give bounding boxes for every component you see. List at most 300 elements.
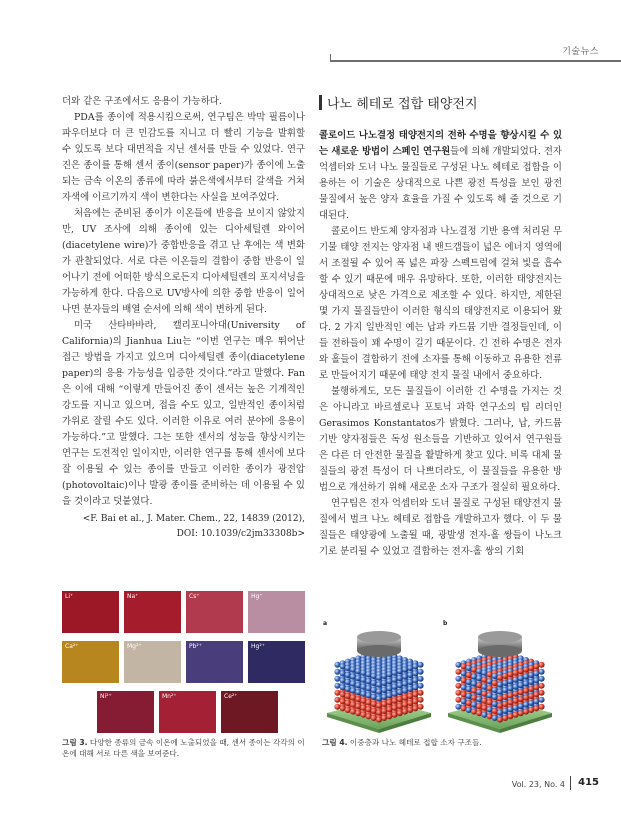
nanoparticle: [471, 688, 477, 694]
nanoparticle: [376, 717, 382, 723]
nanoparticle: [539, 683, 545, 689]
nanoparticle: [376, 682, 382, 688]
nanoparticle: [461, 677, 467, 683]
nanoparticle: [492, 680, 498, 686]
nanoparticle: [345, 679, 351, 685]
nanoparticle: [381, 701, 387, 707]
nanoparticle: [366, 706, 372, 712]
nanoparticle: [539, 690, 545, 696]
nanoparticle: [355, 675, 361, 681]
nanoparticle: [376, 710, 382, 716]
nanoparticle: [366, 692, 372, 698]
nanoparticle: [381, 715, 387, 721]
nanoparticle: [455, 697, 461, 703]
nanoparticle: [523, 702, 529, 708]
nanoparticle: [502, 680, 508, 686]
nanoparticle: [518, 710, 524, 716]
nanoparticle: [539, 704, 545, 710]
nanoparticle: [371, 701, 377, 707]
nanoparticle: [340, 698, 346, 704]
nanoparticle: [523, 695, 529, 701]
nanoparticle: [497, 675, 503, 681]
figure-3-caption: [62, 737, 310, 759]
section-title: [319, 93, 562, 112]
nanoparticle: [371, 708, 377, 714]
nanoparticle: [481, 670, 487, 676]
lead-tail-text: 들에 의해 개발되었다. 전자 억셉터와 도너 나노 물질들로 구성된 나노 헤테로 접합을 이용하는 이 기술은 상대적으로 나쁜 광전 특성을 보인 광전 물질에서 높은 양자 효율을 가질 수 있도록 해 줄 것으로 기대된다.: [319, 146, 562, 221]
nanoparticle: [513, 705, 519, 711]
nanoparticle: [487, 706, 493, 712]
header-section-label: 기술뉴스: [562, 47, 599, 57]
nanoparticle: [371, 715, 377, 721]
nanoparticle: [471, 681, 477, 687]
nanoparticle: [402, 667, 408, 673]
nanoparticle: [518, 696, 524, 702]
nanoparticle: [386, 671, 392, 677]
nanoparticle: [334, 690, 340, 696]
ion-swatch-label: Li⁺: [65, 593, 74, 600]
figure-4-panel-a: [327, 631, 431, 733]
nanoparticle: [360, 691, 366, 697]
nanoparticle: [461, 691, 467, 697]
nanoparticle: [513, 712, 519, 718]
nanoparticle: [528, 693, 534, 699]
nanoparticle: [402, 709, 408, 715]
nanoparticle: [418, 683, 424, 689]
nanoparticle: [528, 665, 534, 671]
right-paragraph-1: 콜로이드 반도체 양자점과 나노결정 기반 용액 처리된 무기물 태양 전지는 양자점 내 밴드갭들이 넓은 에너지 영역에서 조절될 수 있어 폭 넓은 파장 스펙트럼에 걸쳐 빛을 흡수할 수 있기 때문에 매우 유망하다. 또한, 이러한 태양전지는 상대적으로 낮은 가격으로 제조할 수 있다. 하지만, 제한된 몇 가지 물질들만이 이러한 형식의 태양전지로 이용되어 왔다. 2 가지 일반적인 예는 납과 카드뮴 기반 결정들인데, 이들 전하들이 꽤 수명이 길기 때문이다. 긴 전하 수명은 전자와 홀들이 결합하기 전에 소자를 통해 이동하고 유용한 전류로 만들어지기 때문에 태양 전지 물질 내에서 중요하다.: [319, 226, 562, 381]
ion-swatch: [221, 691, 278, 733]
nanoparticle: [502, 694, 508, 700]
nanoparticle: [402, 681, 408, 687]
nanoparticle: [518, 689, 524, 695]
nanoparticle: [340, 677, 346, 683]
reference-line-1: <F. Bai et al., J. Mater. Chem., 22, 14839 (2012),: [82, 514, 305, 524]
nanoparticle: [366, 678, 372, 684]
nanoparticle: [492, 673, 498, 679]
nanoparticle: [392, 698, 398, 704]
nanoparticle: [397, 710, 403, 716]
nanoparticle: [476, 710, 482, 716]
nanoparticle: [507, 678, 513, 684]
nanoparticle: [386, 692, 392, 698]
nanoparticle: [350, 674, 356, 680]
nanoparticle: [345, 693, 351, 699]
figure-4-device-illustration: [319, 617, 562, 735]
nanoparticle: [487, 678, 493, 684]
nanoparticle: [392, 691, 398, 697]
nanoparticle: [518, 668, 524, 674]
ion-swatch: [62, 591, 119, 633]
ion-swatch-label: Mn²⁺: [162, 693, 177, 700]
nanoparticle: [513, 677, 519, 683]
nanoparticle: [539, 676, 545, 682]
nanoparticle: [533, 663, 539, 669]
nanoparticle: [466, 665, 472, 671]
nanoparticle: [492, 694, 498, 700]
nanoparticle: [502, 708, 508, 714]
nanoparticle: [376, 703, 382, 709]
nanoparticle: [407, 665, 413, 671]
ion-swatch-label: Ce²⁺: [224, 693, 238, 700]
nanoparticle: [523, 688, 529, 694]
nanoparticle: [402, 674, 408, 680]
nanoparticle: [392, 684, 398, 690]
nanoparticle: [386, 713, 392, 719]
nanoparticle: [533, 684, 539, 690]
nanoparticle: [397, 703, 403, 709]
nanoparticle: [502, 673, 508, 679]
nanoparticle: [355, 668, 361, 674]
figure-3-swatches: [62, 591, 312, 734]
figure-4-panel-a-label: a: [323, 620, 328, 627]
nanoparticle: [350, 667, 356, 673]
nanoparticle: [507, 671, 513, 677]
nanoparticle: [340, 691, 346, 697]
nanoparticle: [476, 682, 482, 688]
metal-contact-top: [478, 631, 522, 643]
nanoparticle: [476, 696, 482, 702]
nanoparticle: [360, 670, 366, 676]
header-rule-tick: [330, 54, 331, 62]
nanoparticle: [334, 704, 340, 710]
nanoparticle: [507, 692, 513, 698]
nanoparticle: [533, 677, 539, 683]
nanoparticle: [397, 696, 403, 702]
nanoparticle: [492, 715, 498, 721]
nanoparticle: [528, 679, 534, 685]
left-column: [62, 94, 305, 542]
nanoparticle: [334, 676, 340, 682]
nanoparticle: [476, 668, 482, 674]
nanoparticle: [412, 677, 418, 683]
nanoparticle: [461, 705, 467, 711]
reference-line-2: DOI: 10.1039/c2jm33308b>: [176, 529, 305, 539]
nanoparticle: [350, 702, 356, 708]
nanoparticle: [507, 699, 513, 705]
ion-swatch-label: Hg⁺: [251, 593, 263, 600]
nanoparticle: [376, 689, 382, 695]
nanoparticle: [461, 684, 467, 690]
nanoparticle: [513, 691, 519, 697]
nanoparticle: [371, 687, 377, 693]
nanoparticle: [476, 675, 482, 681]
ion-swatch-label: Cs⁺: [189, 593, 200, 600]
nanoparticle: [397, 675, 403, 681]
nanoparticle: [355, 682, 361, 688]
nanoparticle: [497, 682, 503, 688]
nanoparticle: [528, 686, 534, 692]
nanoparticle: [523, 674, 529, 680]
ion-swatch: [159, 691, 216, 733]
figure-3-caption-label: 그림 3.: [62, 738, 88, 747]
footer-divider: [570, 776, 571, 790]
nanoparticle: [539, 697, 545, 703]
nanoparticle: [518, 703, 524, 709]
ion-swatch: [248, 641, 305, 683]
nanoparticle: [381, 708, 387, 714]
nanoparticle: [455, 683, 461, 689]
nanoparticle: [471, 667, 477, 673]
nanoparticle: [340, 670, 346, 676]
nanoparticle: [340, 705, 346, 711]
nanoparticle: [402, 688, 408, 694]
nanoparticle: [366, 713, 372, 719]
nanoparticle: [487, 671, 493, 677]
figure-4-caption-label: 그림 4.: [322, 738, 348, 747]
nanoparticle: [412, 684, 418, 690]
ion-swatch-label: Mg²⁺: [127, 643, 142, 650]
nanoparticle: [371, 673, 377, 679]
nanoparticle: [360, 677, 366, 683]
nanoparticle: [418, 697, 424, 703]
nanoparticle: [392, 712, 398, 718]
nanoparticle: [497, 710, 503, 716]
nanoparticle: [407, 693, 413, 699]
nanoparticle: [497, 689, 503, 695]
nanoparticle: [418, 676, 424, 682]
nanoparticle: [471, 695, 477, 701]
nanoparticle: [386, 699, 392, 705]
nanoparticle: [360, 698, 366, 704]
nanoparticle: [466, 693, 472, 699]
figure-4-caption-text: 이중층과 나노 헤테로 접합 소자 구조들.: [347, 738, 482, 747]
nanoparticle: [471, 702, 477, 708]
nanoparticle: [461, 670, 467, 676]
nanoparticle: [366, 685, 372, 691]
right-paragraph-3: 연구팀은 전자 억셉터와 도너 물질로 구성된 태양전지 물질에서 벌크 나노 헤테로 접합을 개발하고자 했다. 이 두 물질들은 태양광에 노출될 때, 광발생 전자-홀 쌍들이 나노크기로 분리될 수 있었고 결합하는 전자-홀 쌍의 기회: [319, 498, 562, 557]
nanoparticle: [334, 669, 340, 675]
figure-3-caption-text: 다양한 종류의 금속 이온에 노출되었을 때, 센서 종이는 각각의 이온에 대해 서로 다른 색을 보여준다.: [62, 738, 305, 758]
nanoparticle: [381, 687, 387, 693]
right-lead-paragraph: [319, 128, 562, 224]
nanoparticle: [418, 669, 424, 675]
nanoparticle: [418, 704, 424, 710]
nanoparticle: [366, 671, 372, 677]
lead-text: 콜로이드 나노결정 태양전지의 전하 수명을 향상시킬 수 있는 새로운 방법이 스페인 연구원: [319, 130, 562, 157]
figure-4-panel-b: [448, 631, 552, 733]
nanoparticle: [466, 679, 472, 685]
nanoparticle: [471, 709, 477, 715]
ion-swatch: [97, 691, 154, 733]
footer-volume: Vol. 23, No. 4: [511, 780, 565, 789]
nanoparticle: [392, 705, 398, 711]
nanoparticle: [523, 709, 529, 715]
nanoparticle: [340, 684, 346, 690]
nanoparticle: [355, 703, 361, 709]
nanoparticle: [528, 672, 534, 678]
nanoparticle: [539, 662, 545, 668]
nanoparticle: [461, 663, 467, 669]
nanoparticle: [455, 669, 461, 675]
nanoparticle: [533, 698, 539, 704]
section-title-bar: [319, 95, 322, 110]
nanoparticle: [497, 696, 503, 702]
nanoparticle: [476, 703, 482, 709]
nanoparticle: [481, 691, 487, 697]
ion-swatch: [186, 591, 243, 633]
nanoparticle: [528, 700, 534, 706]
nanoparticle: [386, 678, 392, 684]
nanoparticle: [371, 680, 377, 686]
nanoparticle: [513, 670, 519, 676]
nanoparticle: [518, 682, 524, 688]
nanoparticle: [334, 662, 340, 668]
nanoparticle: [533, 670, 539, 676]
nanoparticle: [461, 698, 467, 704]
nanoparticle: [345, 665, 351, 671]
metal-contact-top: [357, 631, 401, 643]
ion-swatch: [124, 641, 181, 683]
ion-swatch: [62, 641, 119, 683]
nanoparticle: [418, 662, 424, 668]
nanoparticle: [340, 663, 346, 669]
nanoparticle: [381, 680, 387, 686]
ion-swatch: [248, 591, 305, 633]
nanoparticle: [397, 689, 403, 695]
nanoparticle: [366, 699, 372, 705]
nanoparticle: [345, 707, 351, 713]
section-title-text: 나노 헤테로 접합 태양전지: [327, 97, 478, 112]
footer-page-number: 415: [578, 777, 599, 788]
nanoparticle: [497, 703, 503, 709]
nanoparticle: [487, 713, 493, 719]
nanoparticle: [455, 662, 461, 668]
nanoparticle: [418, 690, 424, 696]
ion-swatch-label: Na⁺: [127, 593, 139, 600]
nanoparticle: [523, 667, 529, 673]
nanoparticle: [407, 707, 413, 713]
header-rule: [330, 60, 621, 62]
nanoparticle: [533, 705, 539, 711]
nanoparticle: [360, 705, 366, 711]
nanoparticle: [466, 707, 472, 713]
nanoparticle: [407, 672, 413, 678]
nanoparticle: [487, 699, 493, 705]
nanoparticle: [376, 696, 382, 702]
nanoparticle: [502, 715, 508, 721]
nanoparticle: [412, 698, 418, 704]
nanoparticle: [471, 674, 477, 680]
nanoparticle: [345, 686, 351, 692]
nanoparticle: [502, 687, 508, 693]
nanoparticle: [402, 702, 408, 708]
nanoparticle: [466, 686, 472, 692]
figure-4-caption: [322, 737, 562, 748]
ion-swatch: [124, 591, 181, 633]
nanoparticle: [466, 672, 472, 678]
nanoparticle: [528, 707, 534, 713]
right-paragraph-2: 불행하게도, 모든 물질들이 이러한 긴 수명을 가지는 것은 아니라고 바르셀로나 포토닉 과학 연구소의 팀 리더인 Gerasimos Konstantatos가 밝혔다. 그러나, 납, 카드뮴 기반 양자점들은 독성 원소들을 기반하고 있어서 연구원들은 다른 더 안전한 물질을 활발하게 찾고 있다. 비록 대체 물질들의 광전 특성이 더 나쁘더라도, 이 물질들을 유용한 방법으로 개선하기 위해 새로운 소자 구조가 절실히 필요하다.: [319, 386, 562, 493]
nanoparticle: [392, 670, 398, 676]
nanoparticle: [502, 701, 508, 707]
metal-contact-base: [357, 645, 401, 657]
nanoparticle: [507, 713, 513, 719]
nanoparticle: [412, 670, 418, 676]
nanoparticle: [407, 679, 413, 685]
nanoparticle: [360, 684, 366, 690]
nanoparticle: [481, 712, 487, 718]
ion-swatch-label: Pb²⁺: [189, 643, 202, 650]
right-column: [319, 128, 562, 560]
nanoparticle: [381, 673, 387, 679]
nanoparticle: [476, 689, 482, 695]
nanoparticle: [412, 705, 418, 711]
left-paragraph-2: PDA를 종이에 적용시킴으로써, 연구팀은 박막 필름이나 파우더보다 더 큰 민감도를 지니고 더 빨리 기능을 발휘할 수 있도록 보다 대면적을 지닌 센서를 만들 수 있었다. 연구진은 종이를 통해 센서 종이(sensor paper)가 종이에 노출되는 금속 이온의 종류에 따라 붉은색에서부터 갈색을 거쳐 자색에 이르기까지 색이 변한다는 사실을 보여주었다.: [62, 112, 305, 203]
nanoparticle: [402, 695, 408, 701]
nanoparticle: [518, 675, 524, 681]
nanoparticle: [397, 668, 403, 674]
nanoparticle: [412, 663, 418, 669]
nanoparticle: [350, 681, 356, 687]
nanoparticle: [355, 710, 361, 716]
nanoparticle: [386, 685, 392, 691]
nanoparticle: [487, 685, 493, 691]
nanoparticle: [492, 701, 498, 707]
nanoparticle: [355, 696, 361, 702]
nanoparticle: [492, 687, 498, 693]
ion-swatch: [186, 641, 243, 683]
nanoparticle: [407, 686, 413, 692]
metal-contact-base: [478, 645, 522, 657]
figure-4-panel-b-label: b: [443, 620, 448, 627]
nanoparticle: [481, 705, 487, 711]
left-paragraph-4: 미국 산타바바라, 캘리포니아대(University of California)의 Jianhua Liu는 “이번 연구는 매우 뛰어난 접근 방법을 가지고 있으며 디아세틸렌 종이(diacetylene paper)의 응용 가능성을 입증한 것이다.”라고 말했다. Fan은 이에 대해 “이렇게 만들어진 종이 센서는 높은 기계적인 강도를 지니고 있으며, 접을 수도 있고, 일반적인 종이처럼 가위로 잘릴 수도 있다. 이러한 이유로 여러 분야에 응용이 가능하다.”고 말했다. 그는 또한 센서의 성능을 향상시키는 연구는 도전적인 일이지만, 이러한 연구를 통해 센서에 보다 잘 이용될 수 있는 종이를 만들고 이러한 종이가 광전압(photovoltaic)이나 발광 종이를 준비하는 데 이용될 수 있을 것이라고 덧붙였다.: [62, 320, 305, 507]
left-paragraph-3: 처음에는 준비된 종이가 이온들에 반응을 보이지 않았지만, UV 조사에 의해 종이에 있는 디아세틸렌 와이어(diacetylene wire)가 중합반응을 겪고 난 후에는 색 변화가 관찰되었다. 서로 다른 이온들의 결합이 중합 반응이 일어나기 전에 어떠한 방식으로든지 디아세틸렌의 포지셔닝을 가능하게 한다. 다음으로 UV방사에 의한 중합 반응이 일어나면 분자들의 배열 순서에 의해 색이 변하게 된다.: [62, 208, 305, 315]
nanoparticle: [481, 684, 487, 690]
nanoparticle: [412, 691, 418, 697]
nanoparticle: [371, 694, 377, 700]
nanoparticle: [355, 689, 361, 695]
nanoparticle: [386, 706, 392, 712]
nanoparticle: [481, 698, 487, 704]
nanoparticle: [507, 706, 513, 712]
nanoparticle: [466, 700, 472, 706]
nanoparticle: [350, 688, 356, 694]
nanoparticle: [481, 677, 487, 683]
nanoparticle: [350, 709, 356, 715]
nanoparticle: [523, 681, 529, 687]
nanoparticle: [539, 669, 545, 675]
nanoparticle: [497, 717, 503, 723]
nanoparticle: [492, 708, 498, 714]
nanoparticle: [487, 692, 493, 698]
nanoparticle: [345, 700, 351, 706]
nanoparticle: [345, 672, 351, 678]
nanoparticle: [334, 697, 340, 703]
nanoparticle: [507, 685, 513, 691]
nanoparticle: [381, 694, 387, 700]
nanoparticle: [455, 690, 461, 696]
nanoparticle: [455, 704, 461, 710]
nanoparticle: [513, 684, 519, 690]
nanoparticle: [350, 695, 356, 701]
nanoparticle: [334, 683, 340, 689]
nanoparticle: [360, 712, 366, 718]
nanoparticle: [407, 700, 413, 706]
ion-swatch-label: Hg²⁺: [251, 643, 265, 650]
left-paragraph-1: 더와 같은 구조에서도 응용이 가능하다.: [62, 96, 222, 107]
nanoparticle: [392, 677, 398, 683]
ion-swatch-label: Ca²⁺: [65, 643, 79, 650]
nanoparticle: [533, 691, 539, 697]
nanoparticle: [455, 676, 461, 682]
nanoparticle: [513, 698, 519, 704]
reference-citation: [62, 512, 305, 542]
nanoparticle: [376, 675, 382, 681]
ion-swatch-label: Ni²⁺: [100, 693, 112, 700]
nanoparticle: [397, 682, 403, 688]
